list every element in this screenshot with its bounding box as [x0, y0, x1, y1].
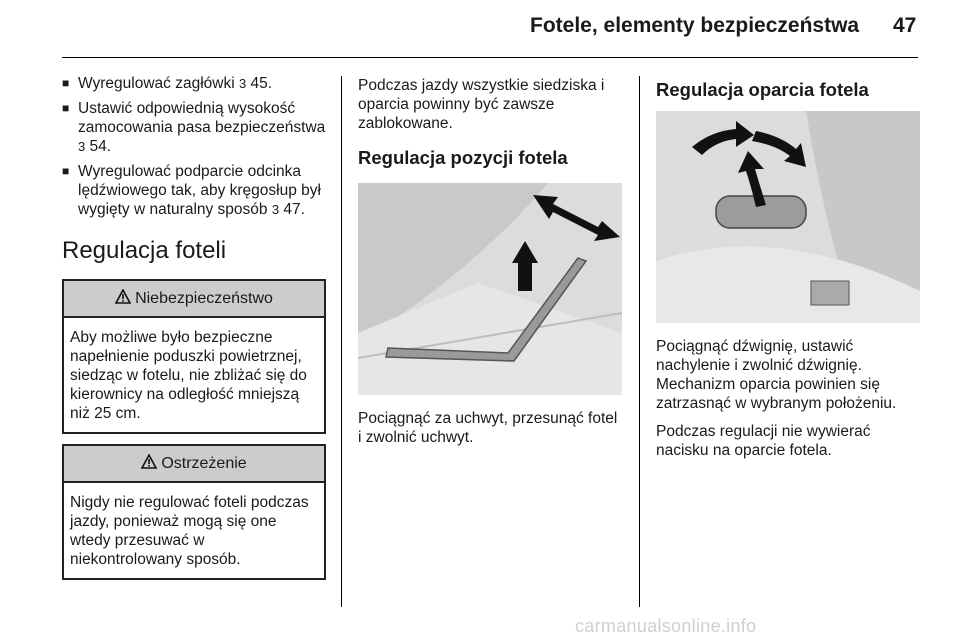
- list-item-text: Wyregulować zagłówki: [78, 75, 235, 92]
- danger-box-title: Niebezpieczeństwo: [135, 290, 273, 307]
- reference-arrow-icon: 3: [271, 202, 280, 217]
- danger-box-text: Aby możliwe było bezpieczne napełnienie poduszki powietrznej, siedząc w fotelu, nie zbliżać się do kierownicy na odległość mniejszą niż 25 cm.: [70, 329, 307, 422]
- checklist: [62, 74, 326, 219]
- column-right: [656, 76, 920, 460]
- page-number: 47: [893, 14, 917, 37]
- bullet-icon: ■: [62, 101, 70, 115]
- backrest-adjustment-illustration: [656, 111, 920, 323]
- subsection-title: Regulacja pozycji fotela: [358, 147, 568, 168]
- watermark: carmanualsonline.info: [575, 616, 757, 636]
- warning-triangle-icon: [115, 289, 131, 309]
- reference-arrow-icon: 3: [238, 76, 247, 91]
- page-reference-link[interactable]: 54.: [89, 138, 112, 155]
- page-header-title: Fotele, elementy bezpieczeństwa: [530, 14, 860, 37]
- list-item: [62, 99, 326, 156]
- instruction-paragraph: Pociągnąć dźwignię, ustawić nachylenie i zwolnić dźwignię. Mechanizm oparcia powinien się zatrzasnąć w wybranym położeniu.: [656, 338, 897, 412]
- caution-paragraph: Podczas regulacji nie wywierać nacisku na oparcie fotela.: [656, 423, 871, 459]
- list-item: [62, 162, 326, 219]
- danger-box-header: [64, 281, 324, 318]
- bullet-icon: ■: [62, 76, 70, 90]
- danger-box: [62, 279, 326, 434]
- page-reference-link[interactable]: 47.: [283, 201, 305, 218]
- bullet-icon: ■: [62, 164, 70, 178]
- warning-box-header: [64, 446, 324, 483]
- warning-box: [62, 444, 326, 580]
- reference-arrow-icon: 3: [78, 139, 86, 154]
- warning-box-title: Ostrzeżenie: [161, 455, 247, 472]
- column-middle: [358, 76, 624, 447]
- list-item-text: Wyregulować podparcie odcinka lędźwiowego tak, aby kręgosłup był wygięty w naturalny sposób: [78, 163, 321, 218]
- column-divider-right: [639, 76, 640, 607]
- list-item-text: Ustawić odpowiednią wysokość zamocowania pasa bezpieczeństwa: [78, 100, 326, 136]
- list-item: [62, 74, 326, 93]
- seat-position-illustration: [358, 183, 622, 395]
- section-title: Regulacja foteli: [62, 237, 227, 264]
- warning-box-text: Nigdy nie regulować foteli podczas jazdy, ponieważ mogą się one wtedy przesuwać w niekontrolowany sposób.: [70, 494, 309, 568]
- warning-triangle-icon: [141, 454, 157, 474]
- header-divider: [62, 57, 918, 58]
- column-left: [62, 74, 326, 580]
- column-divider-left: [341, 76, 342, 607]
- photo-caption: Pociągnąć za uchwyt, przesunąć fotel i zwolnić uchwyt.: [358, 410, 618, 446]
- subsection-title: Regulacja oparcia fotela: [656, 79, 869, 100]
- page-reference-link[interactable]: 45.: [250, 75, 273, 92]
- intro-paragraph: Podczas jazdy wszystkie siedziska i oparcia powinny być zawsze zablokowane.: [358, 77, 605, 132]
